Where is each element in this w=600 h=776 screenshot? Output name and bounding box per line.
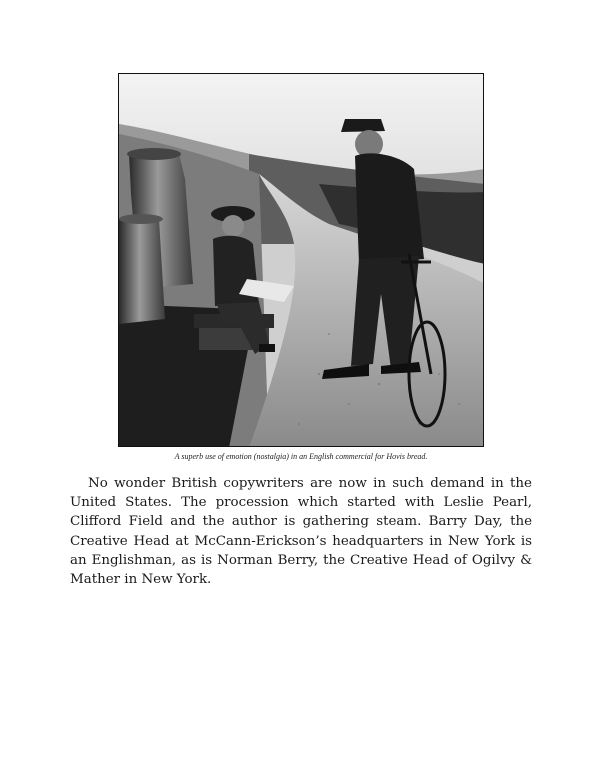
hovis-commercial-photo bbox=[118, 73, 484, 447]
body-paragraph: No wonder British copywriters are now in such demand in the United States. The procession which started with Leslie Pearl, Clifford Field and the author is gathering steam. Barry Day, the Creative Head at McCann-Erickson’s headquarters in New York is an Englishman, as is Norman Berry, the Creative Head of Ogilvy & Mather in New York. bbox=[70, 476, 532, 588]
figure-caption: A superb use of emotion (nostalgia) in an English commercial for Hovis bread. bbox=[174, 452, 428, 461]
